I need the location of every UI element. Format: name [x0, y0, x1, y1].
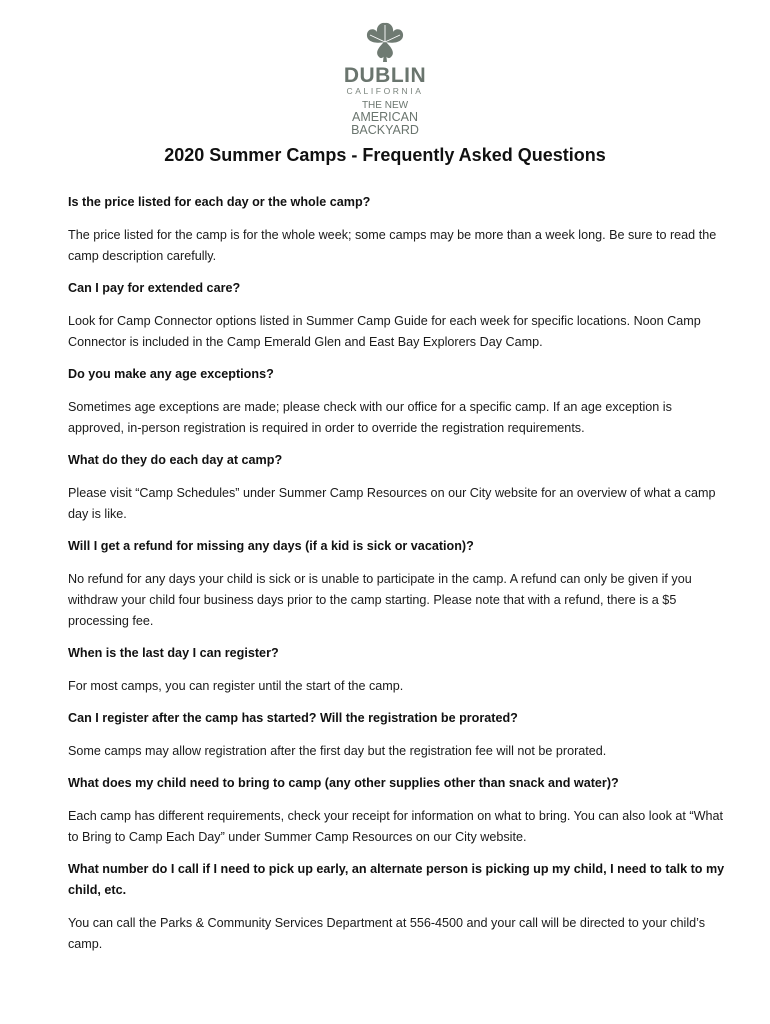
faq-item — [68, 278, 728, 353]
faq-answer: No refund for any days your child is sick or is unable to participate in the camp. A refund can only be given if you withdraw your child four business days prior to the camp starting. Please note that with a refund, there is a $5 processing fee. — [68, 572, 692, 628]
faq-answer: Look for Camp Connector options listed in Summer Camp Guide for each week for specific locations. Noon Camp Connector is included in the Camp Emerald Glen and East Bay Explorers Day Camp. — [68, 314, 701, 349]
faq-question: Will I get a refund for missing any days (if a kid is sick or vacation)? — [68, 539, 474, 553]
faq-question: When is the last day I can register? — [68, 646, 279, 660]
logo-state: CALIFORNIA — [346, 86, 424, 96]
faq-item — [68, 859, 728, 955]
faq-question: Can I register after the camp has started? Will the registration be prorated? — [68, 711, 518, 725]
logo-tagline-bottom: BACKYARD — [351, 123, 419, 137]
logo-tagline-top: THE NEW — [361, 100, 409, 111]
faq-item — [68, 536, 728, 632]
faq-answer: You can call the Parks & Community Services Department at 556-4500 and your call will be directed to your child’s camp. — [68, 916, 706, 951]
faq-item — [68, 643, 728, 697]
faq-answer: Each camp has different requirements, check your receipt for information on what to bring. You can also look at “What to Bring to Camp Each Day” under Summer Camp Resources on our City website. — [68, 809, 723, 844]
faq-question: What does my child need to bring to camp (any other supplies other than snack and water)? — [68, 776, 619, 790]
faq-item — [68, 708, 728, 762]
faq-question: What do they do each day at camp? — [68, 453, 283, 467]
faq-answer: The price listed for the camp is for the whole week; some camps may be more than a week long. Be sure to read the camp description carefully. — [68, 228, 717, 263]
faq-list — [68, 192, 728, 966]
faq-answer: Some camps may allow registration after the first day but the registration fee will not be prorated. — [68, 744, 607, 758]
page-title: 2020 Summer Camps - Frequently Asked Questions — [164, 145, 606, 165]
faq-question: What number do I call if I need to pick up early, an alternate person is picking up my child, I need to talk to my child, etc. — [68, 862, 725, 897]
faq-answer: Please visit “Camp Schedules” under Summer Camp Resources on our City website for an overview of what a camp day is like. — [68, 486, 716, 521]
faq-item — [68, 450, 728, 525]
faq-item — [68, 192, 728, 267]
faq-answer: Sometimes age exceptions are made; please check with our office for a specific camp. If an age exception is approved, in-person registration is required in order to override the registration requirements. — [68, 400, 672, 435]
faq-item — [68, 773, 728, 848]
faq-question: Is the price listed for each day or the whole camp? — [68, 195, 371, 209]
logo-tagline-middle: AMERICAN — [352, 110, 418, 124]
dublin-logo — [330, 22, 440, 140]
faq-answer: For most camps, you can register until the start of the camp. — [68, 679, 404, 693]
faq-item — [68, 364, 728, 439]
logo-city-name: DUBLIN — [343, 64, 427, 87]
faq-question: Can I pay for extended care? — [68, 281, 241, 295]
shamrock-icon — [364, 22, 406, 62]
faq-question: Do you make any age exceptions? — [68, 367, 274, 381]
